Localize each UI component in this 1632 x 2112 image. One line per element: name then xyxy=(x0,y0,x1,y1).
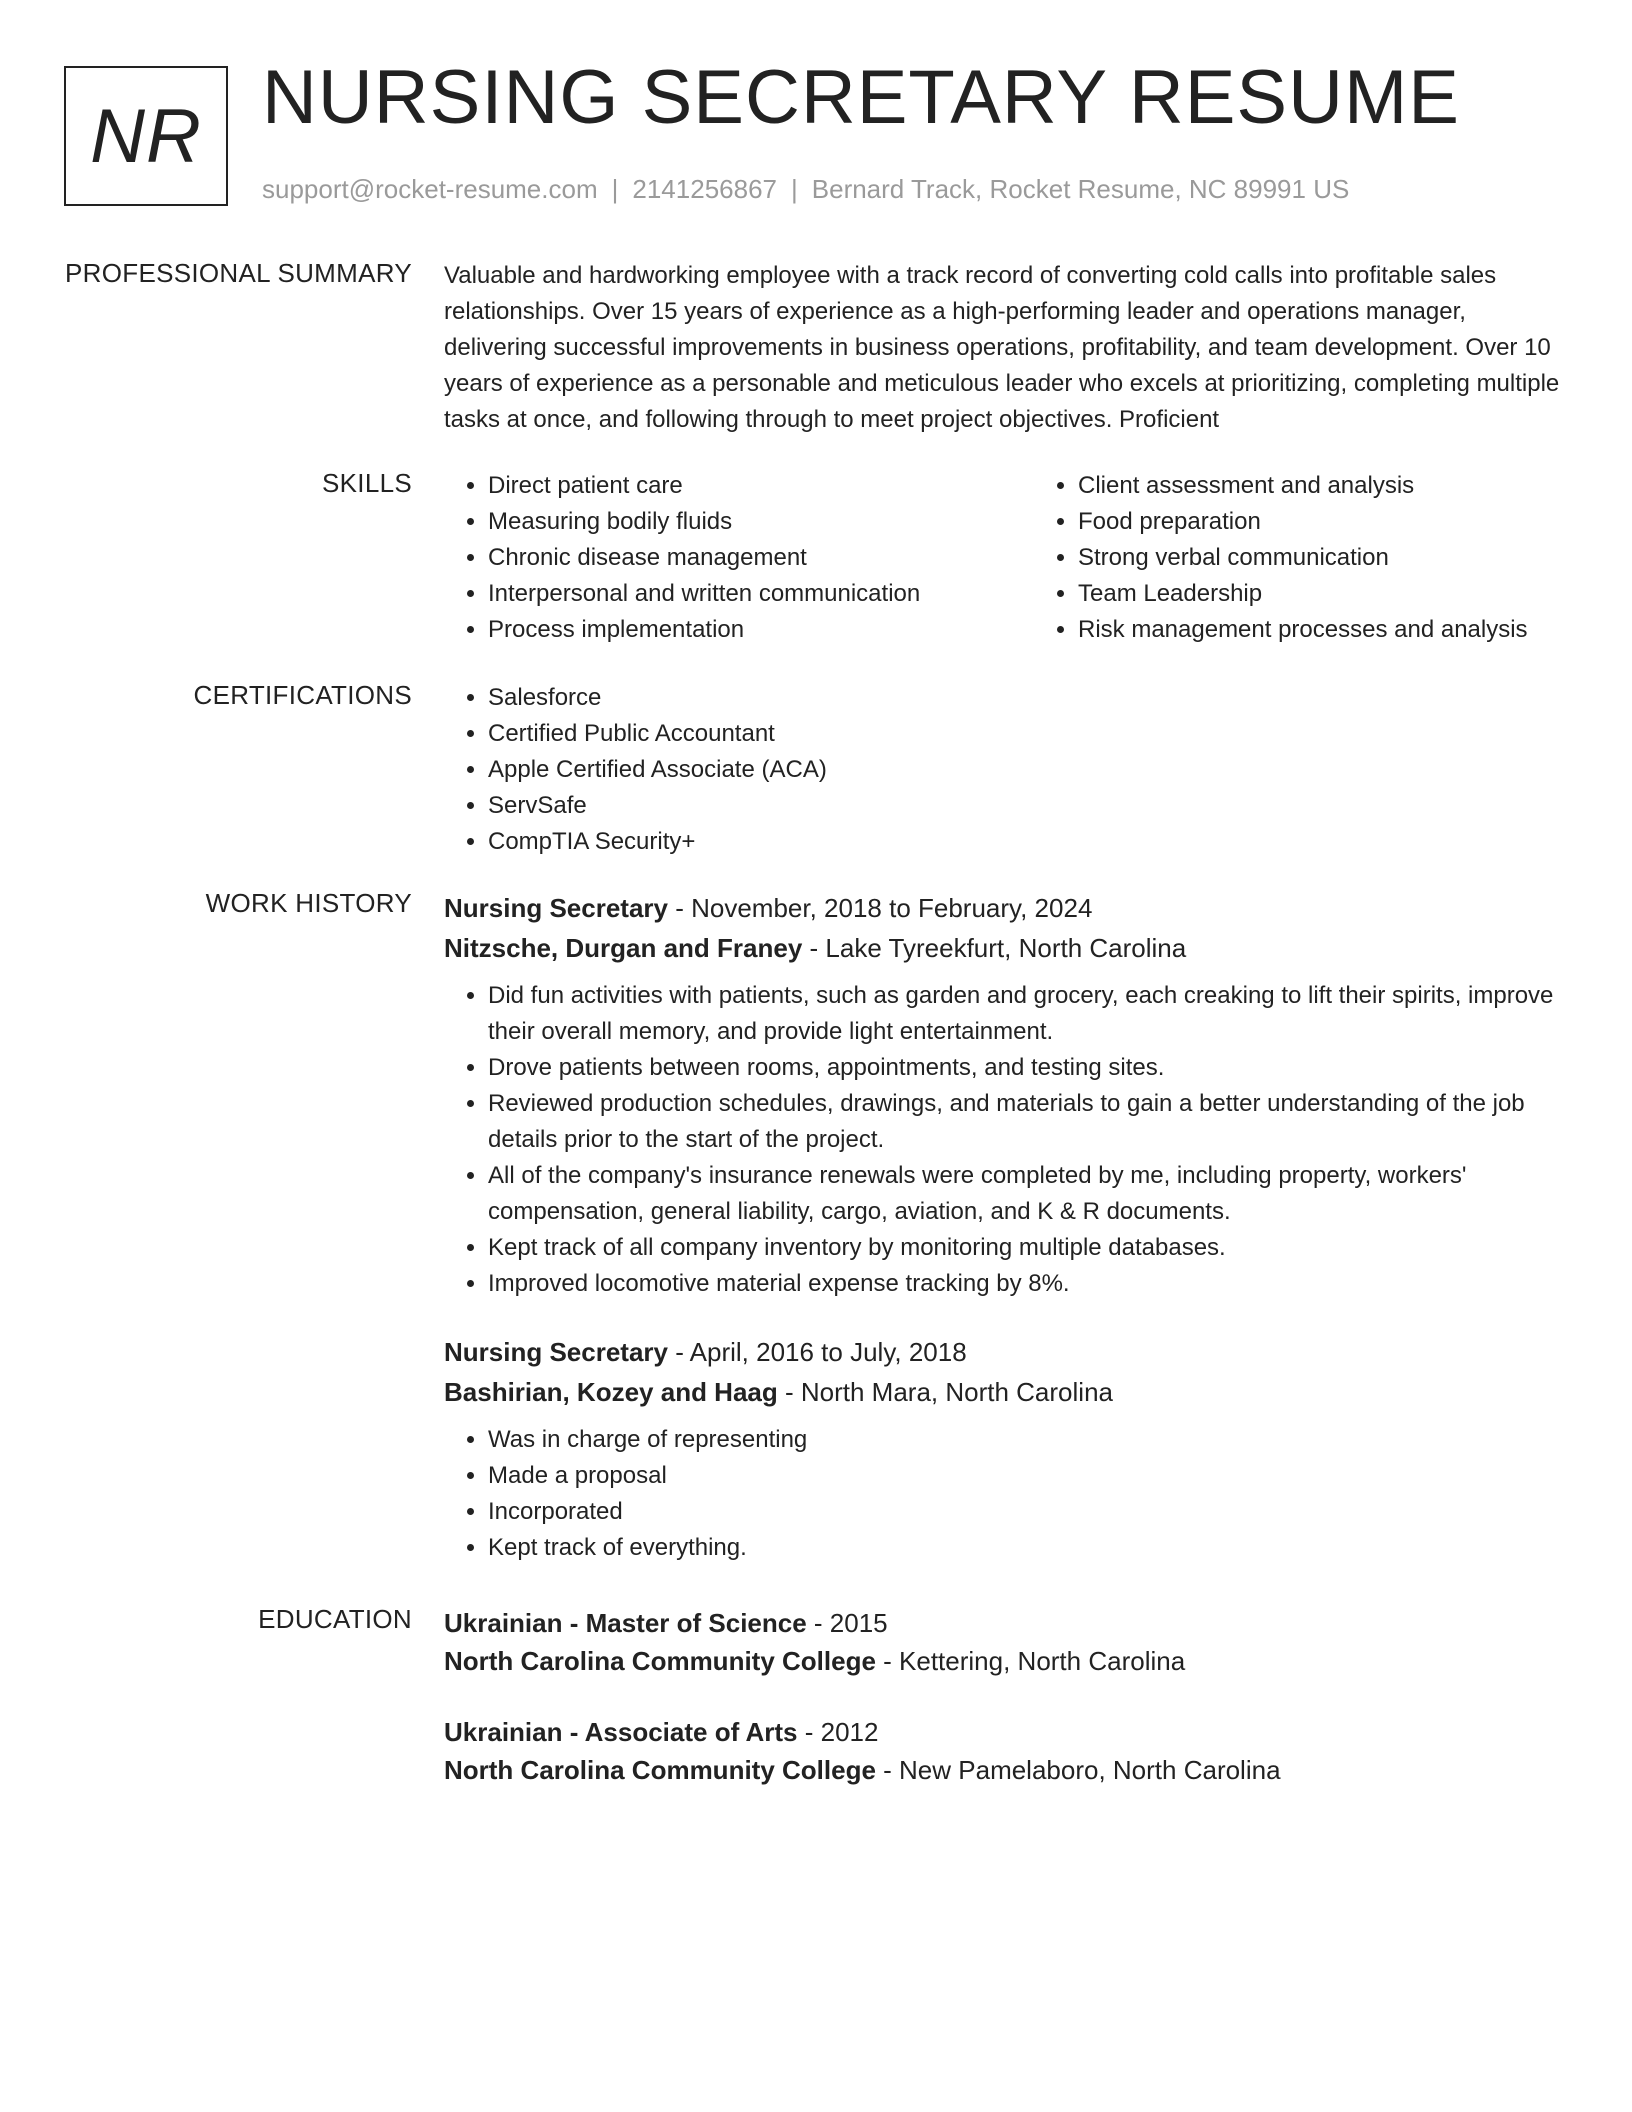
job-dates: - November, 2018 to February, 2024 xyxy=(667,893,1093,923)
job-location: - North Mara, North Carolina xyxy=(777,1377,1113,1407)
job-company: Bashirian, Kozey and Haag xyxy=(444,1377,778,1407)
education-location: - New Pamelaboro, North Carolina xyxy=(875,1755,1281,1785)
education-degree: Ukrainian - Master of Science xyxy=(444,1608,807,1638)
contact-address: Bernard Track, Rocket Resume, NC 89991 US xyxy=(811,174,1350,204)
skill-item: • Strong verbal communication xyxy=(1078,540,1632,576)
job-bullet: • Kept track of everything. xyxy=(488,1530,1560,1566)
education-entry xyxy=(444,1604,1560,1680)
summary-text: Valuable and hardworking employee with a track record of converting cold calls into profitable sales relationships. Over 15 years of experience as a high-performing leader and operations manager, delivering successful improvements in business operations, profitability, and team development. Over 10 years of experience as a personable and meticulous leader who excels at prioritizing, completing multiple tasks at once, and following through to meet project objectives. Proficient xyxy=(444,262,1560,433)
job-bullet: • Did fun activities with patients, such as garden and grocery, each creaking to lift their spirits, improve their overall memory, and provide light entertainment. xyxy=(488,978,1560,1050)
skill-item: • Chronic disease management xyxy=(488,540,1034,576)
certification-item: • Certified Public Accountant xyxy=(488,716,1560,752)
section-label-work-history: WORK HISTORY xyxy=(205,888,412,918)
certification-item: • Apple Certified Associate (ACA) xyxy=(488,752,1560,788)
skills-columns xyxy=(444,468,1560,648)
education-school-line xyxy=(444,1751,1560,1789)
education-location: - Kettering, North Carolina xyxy=(875,1646,1186,1676)
job-title: Nursing Secretary xyxy=(444,893,668,923)
skill-item: • Food preparation xyxy=(1078,504,1632,540)
monogram-logo: NR xyxy=(64,66,228,206)
certifications-content xyxy=(444,680,1560,860)
education-year: - 2012 xyxy=(797,1717,879,1747)
contact-separator: | xyxy=(791,174,798,204)
education-degree-line xyxy=(444,1713,1560,1751)
job-bullets xyxy=(444,978,1560,1302)
job-title: Nursing Secretary xyxy=(444,1337,668,1367)
section-label-education: EDUCATION xyxy=(258,1604,412,1634)
job-location: - Lake Tyreekfurt, North Carolina xyxy=(802,933,1187,963)
skill-item: • Interpersonal and written communication xyxy=(488,576,1034,612)
job-bullets xyxy=(444,1422,1560,1566)
certification-item: • ServSafe xyxy=(488,788,1560,824)
skill-item: • Risk management processes and analysis xyxy=(1078,612,1632,648)
job-employer xyxy=(444,928,1560,968)
job-employer xyxy=(444,1372,1560,1412)
education-school-line xyxy=(444,1642,1560,1680)
skill-item: • Direct patient care xyxy=(488,468,1034,504)
job-bullet: • All of the company's insurance renewals were completed by me, including property, workers' compensation, general liability, cargo, aviation, and K & R documents. xyxy=(488,1158,1560,1230)
certifications-list xyxy=(444,680,1560,860)
contact-phone[interactable]: 2141256867 xyxy=(632,174,777,204)
section-label-summary: PROFESSIONAL SUMMARY xyxy=(65,258,412,288)
education-school: North Carolina Community College xyxy=(444,1755,876,1785)
education-entry xyxy=(444,1713,1560,1789)
skills-list-right xyxy=(1034,468,1632,648)
education-school: North Carolina Community College xyxy=(444,1646,876,1676)
section-label-skills: SKILLS xyxy=(322,468,412,498)
skill-item: • Client assessment and analysis xyxy=(1078,468,1632,504)
education-degree: Ukrainian - Associate of Arts xyxy=(444,1717,798,1747)
contact-separator: | xyxy=(611,174,619,204)
job-dates: - April, 2016 to July, 2018 xyxy=(667,1337,967,1367)
job-heading xyxy=(444,888,1560,928)
certification-item: • CompTIA Security+ xyxy=(488,824,1560,860)
contact-email[interactable]: support@rocket-resume.com xyxy=(262,174,598,204)
job-heading xyxy=(444,1332,1560,1372)
education-year: - 2015 xyxy=(806,1608,888,1638)
job-bullet: • Kept track of all company inventory by monitoring multiple databases. xyxy=(488,1230,1560,1266)
education-content xyxy=(444,1604,1560,1789)
contact-line xyxy=(262,174,1349,205)
job-bullet: • Made a proposal xyxy=(488,1458,1560,1494)
section-label-certifications: CERTIFICATIONS xyxy=(193,680,412,710)
skills-list-left xyxy=(444,468,1034,648)
skill-item: • Team Leadership xyxy=(1078,576,1632,612)
skill-item: • Process implementation xyxy=(488,612,1034,648)
work-history-content xyxy=(444,888,1560,1566)
education-degree-line xyxy=(444,1604,1560,1642)
job-bullet: • Drove patients between rooms, appointments, and testing sites. xyxy=(488,1050,1560,1086)
skill-item: • Measuring bodily fluids xyxy=(488,504,1034,540)
job-company: Nitzsche, Durgan and Franey xyxy=(444,933,803,963)
certification-item: • Salesforce xyxy=(488,680,1560,716)
job-entry xyxy=(444,888,1560,1302)
job-entry xyxy=(444,1332,1560,1566)
page-title: NURSING SECRETARY RESUME xyxy=(262,55,1460,140)
job-bullet: • Incorporated xyxy=(488,1494,1560,1530)
job-bullet: • Was in charge of representing xyxy=(488,1422,1560,1458)
job-bullet: • Improved locomotive material expense tracking by 8%. xyxy=(488,1266,1560,1302)
job-bullet: • Reviewed production schedules, drawings, and materials to gain a better understanding of the job details prior to the start of the project. xyxy=(488,1086,1560,1158)
